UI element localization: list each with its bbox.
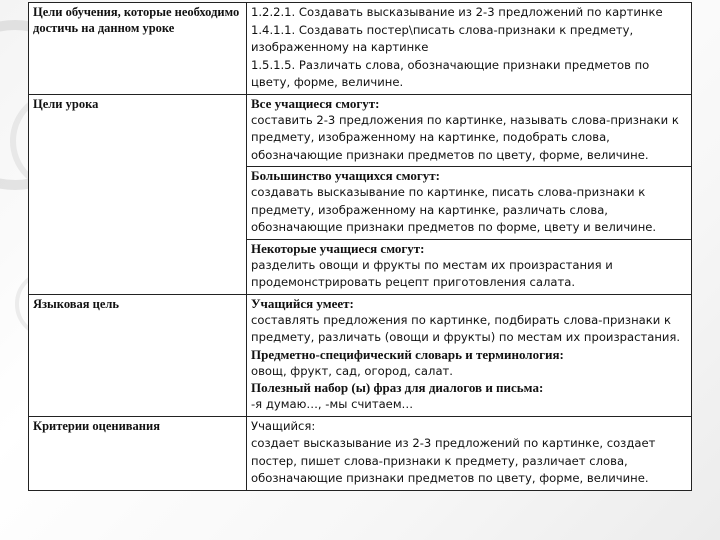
some-students-heading: Некоторые учащиеся смогут: xyxy=(251,240,425,256)
criteria-heading: Учащийся: xyxy=(251,418,316,433)
goal-line: 1.4.1.1. Создавать постер\писать слова-признаки к предмету, изображенному на картинке xyxy=(251,22,634,54)
row-label-learning-goals: Цели обучения, которые необходимо достичь на данном уроке xyxy=(29,3,247,95)
table-row-learning-goals xyxy=(29,3,692,95)
goal-line: 1.2.2.1. Создавать высказывание из 2-3 предложений по картинке xyxy=(251,5,663,19)
criteria-text: создает высказывание из 2-3 предложений по картинке, создает постер, пишет слова-признаки к предмету, различает слова, обозначающие признаки предметов по цвету, форме, величине. xyxy=(251,436,656,485)
skills-heading: Учащийся умеет: xyxy=(251,295,354,311)
all-students-heading: Все учащиеся смогут: xyxy=(251,95,380,111)
most-students-text: создавать высказывание по картинке, писать слова-признаки к предмету, изображенному на картинке, различать слова, обозначающие признаки предметов по форме, цвету и величине. xyxy=(251,185,657,234)
row-label-language-goal: Языковая цель xyxy=(29,294,247,416)
language-goal-cell xyxy=(247,294,692,416)
all-students-text: составить 2-3 предложения по картинке, называть слова-признаки к предмету, изображенному на картинке, подобрать слова, обозначающие признаки предметов по цвету, форме, величине. xyxy=(251,112,679,162)
lesson-plan-table xyxy=(28,2,692,491)
all-students-cell xyxy=(247,94,692,167)
row-label-lesson-goals: Цели урока xyxy=(29,94,247,294)
table-row-assessment-criteria xyxy=(29,416,692,490)
vocabulary-heading: Предметно-специфический словарь и терминология: xyxy=(251,346,564,362)
phrases-text: -я думаю…, -мы считаем… xyxy=(251,397,414,411)
skills-text: составлять предложения по картинке, подбирать слова-признаки к предмету, различать (овощи и фрукты) по местам их произрастания. xyxy=(251,312,681,344)
most-students-heading: Большинство учащихся смогут: xyxy=(251,168,440,183)
phrases-heading: Полезный набор (ы) фраз для диалогов и письма: xyxy=(251,380,544,395)
vocabulary-text: овощ, фрукт, сад, огород, салат. xyxy=(251,363,453,378)
learning-goals-cell xyxy=(247,3,692,95)
table-row-lesson-goals xyxy=(29,94,692,167)
most-students-cell xyxy=(247,167,692,240)
goal-line: 1.5.1.5. Различать слова, обозначающие признаки предметов по цвету, форме, величине. xyxy=(251,57,650,89)
some-students-cell xyxy=(247,239,692,294)
table-row-language-goal xyxy=(29,294,692,416)
assessment-criteria-cell xyxy=(247,416,692,490)
some-students-text: разделить овощи и фрукты по местам их произрастания и продемонстрировать рецепт приготовления салата. xyxy=(251,257,613,289)
row-label-assessment-criteria: Критерии оценивания xyxy=(29,416,247,490)
